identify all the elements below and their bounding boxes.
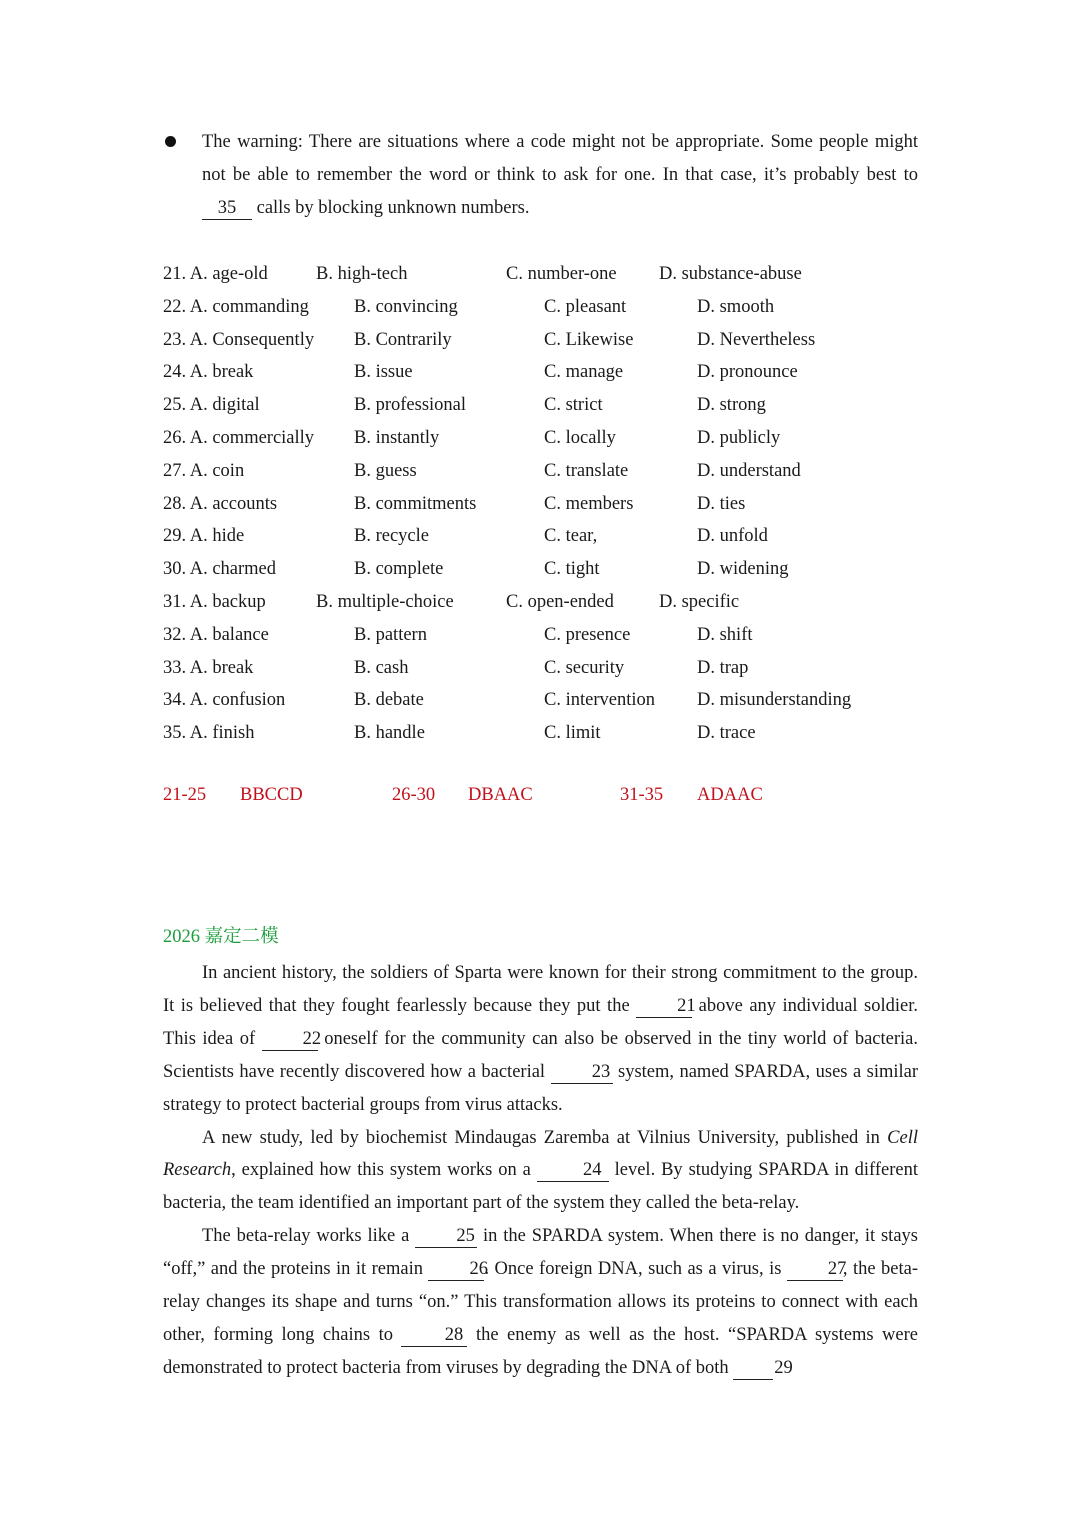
option-c: C. manage (544, 362, 624, 383)
option-row-23 (163, 324, 923, 357)
option-b: B. debate (354, 690, 424, 711)
option-row-34 (163, 684, 923, 717)
passage-text: oneself for the community can also be observed in the tiny world of bacteria. Scientists have recently discovered how a bacterial (163, 1028, 918, 1082)
passage-text: , explained how this system works on a (231, 1160, 537, 1181)
blank-29: 29 (733, 1357, 773, 1380)
option-a: 29. A. hide (163, 526, 245, 547)
option-b: B. multiple-choice (316, 591, 454, 612)
option-d: D. understand (697, 460, 801, 481)
option-c: C. security (544, 657, 625, 678)
option-d: D. specific (659, 591, 740, 612)
option-c: C. members (544, 493, 634, 514)
paragraph (163, 957, 918, 1122)
option-d: D. misunderstanding (697, 690, 852, 711)
bullet-dot-icon (165, 136, 176, 147)
option-d: D. trace (697, 723, 756, 744)
option-a: 32. A. balance (163, 624, 269, 645)
option-c: C. open-ended (506, 591, 614, 612)
option-a: 34. A. confusion (163, 690, 286, 711)
option-b: B. handle (354, 723, 425, 744)
section-title: 2026 嘉定二模 (163, 927, 279, 947)
blank-23: 23 (551, 1061, 613, 1084)
option-c: C. strict (544, 395, 603, 416)
option-b: B. convincing (354, 296, 458, 317)
option-d: D. ties (697, 493, 746, 514)
option-b: B. cash (354, 657, 409, 678)
passage-text: . Once foreign DNA, such as a virus, is (484, 1259, 787, 1280)
option-d: D. strong (697, 395, 766, 416)
option-a: 23. A. Consequently (163, 329, 315, 350)
option-b: B. instantly (354, 427, 440, 448)
option-d: D. Nevertheless (697, 329, 816, 350)
option-a: 25. A. digital (163, 395, 260, 416)
passage-text: in the SPARDA system. When there is no danger, it stays “off,” and the proteins in it remain (163, 1226, 918, 1280)
blank-27: 27 (787, 1258, 843, 1281)
option-row-32 (163, 619, 923, 652)
option-a: 30. A. charmed (163, 559, 277, 580)
option-row-35 (163, 717, 923, 750)
option-c: C. locally (544, 427, 616, 448)
option-a: 28. A. accounts (163, 493, 278, 514)
option-a: 21. A. age-old (163, 264, 268, 284)
option-c: C. Likewise (544, 329, 634, 350)
options-list (163, 258, 923, 750)
passage-text: level. By studying SPARDA in different bacteria, the team identified an important part of the system they called the beta-relay. (163, 1160, 918, 1214)
option-c: C. intervention (544, 690, 655, 711)
passage-text: The beta-relay works like a (202, 1226, 416, 1247)
journal-name: Cell Research (163, 1127, 918, 1181)
option-d: D. pronounce (697, 362, 798, 383)
blank-35: 35 (202, 197, 252, 220)
warning-bullet (163, 126, 918, 225)
option-a: 27. A. coin (163, 460, 245, 481)
option-b: B. recycle (354, 526, 429, 547)
option-a: 35. A. finish (163, 723, 255, 744)
warning-text (202, 126, 918, 225)
warning-text-part: calls by blocking unknown numbers. (252, 198, 530, 218)
paragraph (163, 1220, 918, 1385)
option-row-33 (163, 652, 923, 685)
option-b: B. complete (354, 559, 444, 580)
answer-range: 31-35 (620, 785, 664, 805)
option-a: 24. A. break (163, 362, 254, 383)
option-row-29 (163, 520, 923, 553)
answer-letters: DBAAC (468, 785, 533, 805)
blank-22: 22 (262, 1028, 318, 1051)
passage (163, 957, 918, 1385)
option-row-25 (163, 389, 923, 422)
option-a: 33. A. break (163, 657, 254, 678)
option-b: B. commitments (354, 493, 477, 514)
option-row-27 (163, 455, 923, 488)
option-d: D. trap (697, 657, 749, 678)
answer-letters: ADAAC (697, 785, 763, 805)
blank-25: 25 (415, 1225, 477, 1248)
option-d: D. unfold (697, 526, 768, 547)
option-c: C. translate (544, 460, 629, 481)
option-c: C. presence (544, 624, 631, 645)
option-b: B. guess (354, 460, 417, 481)
passage-text: system, named SPARDA, uses a similar strategy to protect bacterial groups from virus attacks. (163, 1061, 918, 1115)
warning-text-part: The warning: There are situations where a code might not be appropriate. Some people might not be able to remember the word or think to ask for one. In that case, it’s probably best to (202, 132, 918, 185)
option-d: D. substance-abuse (659, 264, 802, 284)
passage-text: above any individual soldier. This idea of (163, 995, 918, 1049)
answer-letters: BBCCD (240, 785, 303, 805)
option-d: D. smooth (697, 296, 775, 317)
option-a: 31. A. backup (163, 591, 266, 612)
option-row-28 (163, 488, 923, 521)
passage-text: A new study, led by biochemist Mindaugas Zaremba at Vilnius University, published in (202, 1127, 888, 1148)
option-b: B. pattern (354, 624, 427, 645)
option-c: C. tight (544, 559, 600, 580)
option-row-31 (163, 586, 923, 619)
option-row-22 (163, 291, 923, 324)
option-b: B. Contrarily (354, 329, 452, 350)
option-a: 26. A. commercially (163, 427, 315, 448)
option-b: B. professional (354, 395, 467, 416)
passage-text: In ancient history, the soldiers of Sparta were known for their strong commitment to the group. It is believed that they fought fearlessly because they put the (163, 963, 918, 1016)
option-row-21 (163, 258, 923, 291)
blank-28: 28 (401, 1324, 467, 1347)
option-c: C. number-one (506, 264, 617, 284)
paragraph (163, 1122, 918, 1221)
option-b: B. high-tech (316, 264, 408, 284)
option-d: D. publicly (697, 427, 781, 448)
answer-key (163, 785, 923, 815)
option-d: D. widening (697, 559, 789, 580)
answer-range: 26-30 (392, 785, 436, 805)
blank-21: 21 (636, 995, 692, 1018)
blank-24: 24 (537, 1159, 609, 1182)
option-c: C. limit (544, 723, 601, 744)
option-row-24 (163, 356, 923, 389)
passage-text: , the beta-relay changes its shape and turns “on.” This transformation allows its proteins to connect with each other, forming long chains to (163, 1259, 918, 1345)
option-d: D. shift (697, 624, 753, 645)
option-c: C. tear, (544, 526, 598, 547)
blank-26: 26 (428, 1258, 484, 1281)
passage-text: the enemy as well as the host. “SPARDA systems were demonstrated to protect bacteria from viruses by degrading the DNA of both (163, 1324, 918, 1378)
option-a: 22. A. commanding (163, 296, 309, 317)
option-row-26 (163, 422, 923, 455)
option-row-30 (163, 553, 923, 586)
option-c: C. pleasant (544, 296, 627, 317)
answer-range: 21-25 (163, 785, 207, 805)
option-b: B. issue (354, 362, 413, 383)
